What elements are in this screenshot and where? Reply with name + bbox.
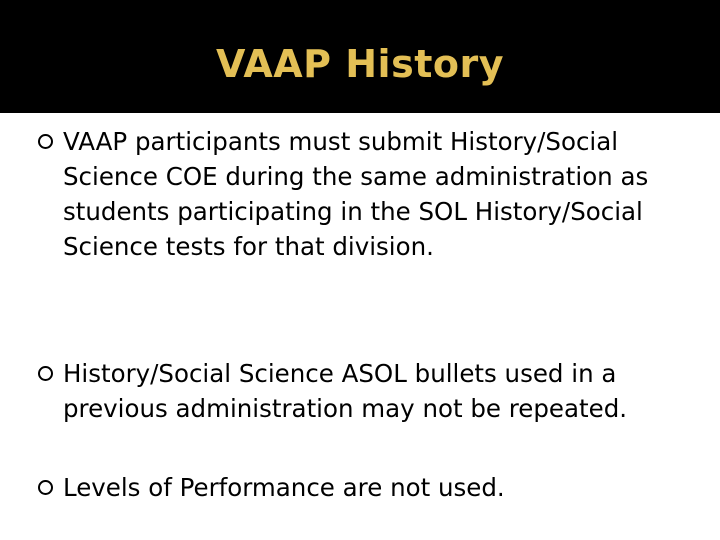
bullet-text: History/Social Science ASOL bullets used in a previous administration may not be repeated. (63, 359, 628, 423)
title-bar (0, 0, 720, 113)
bullet-item (38, 124, 678, 264)
hollow-circle-icon (38, 366, 53, 381)
bullet-text: Levels of Performance are not used. (63, 473, 505, 502)
hollow-circle-icon (38, 134, 53, 149)
hollow-circle-icon (38, 480, 53, 495)
bullet-item (38, 470, 678, 505)
bullet-text: VAAP participants must submit History/Social Science COE during the same administration as students participating in the SOL History/Social Science tests for that division. (63, 127, 649, 261)
slide-title: VAAP History (216, 41, 504, 86)
bullet-item (38, 356, 678, 426)
